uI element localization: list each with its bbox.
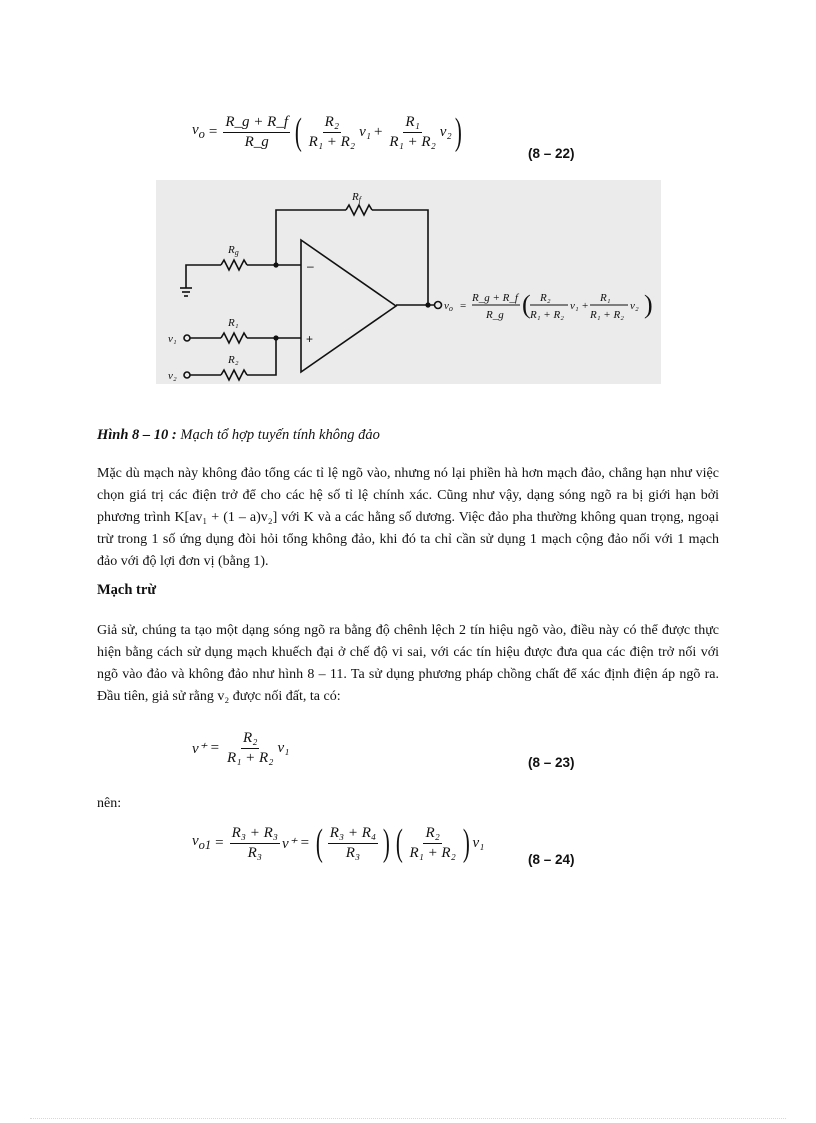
equation-number: (8 – 24) <box>528 852 575 867</box>
svg-text:(: ( <box>522 290 531 319</box>
equation-number: (8 – 22) <box>528 146 575 161</box>
eq-gain-fraction: $\frac{R\_g + R\_f}{R\_g}$ <box>225 113 289 150</box>
equation-8-23: v⁺ = $\frac{\text{R₂}}{\text{R₁ + R₂}}$ v₁ <box>192 729 290 766</box>
eq-term2-fraction: $\frac{\text{R₁}}{\text{R₁ + R₂}}$ <box>389 113 436 150</box>
v2-label: v₂ <box>168 370 177 382</box>
equation-8-24: $v_{o1}$ = $\frac{\text{R₃ + R₃}}{\text{R₃}}$ v⁺ = ( $\frac{\text{R₃ + R₄}}{\text{R₃}}$ ) ( $\frac{\text{R₂}}{\text{R₁ + R₂}}$ ) v₁ <box>192 822 485 864</box>
svg-text:): ) <box>644 290 653 319</box>
opamp-triangle <box>301 240 396 372</box>
rg-label: Rg <box>228 244 239 257</box>
equation-8-22: $v_o$ = $\frac{R\_g + R\_f}{R\_g}$ ( $\frac{\text{R₂}}{\text{R₁ + R₂}}$ v₁ + $\frac{\text{R₁}}{\text{R₁ + R₂}}$ v₂ ) <box>192 111 462 153</box>
connector-text: nên: <box>97 796 122 811</box>
out-t1-den: R₁ + R₂ <box>530 309 565 321</box>
equation-number: (8 – 23) <box>528 755 575 770</box>
page-bottom-divider <box>30 1118 786 1119</box>
svg-text:=: = <box>460 300 467 312</box>
out-t2-den: R₁ + R₂ <box>590 309 625 321</box>
out-gain-num: R_g + R_f <box>472 292 518 304</box>
out-t2-var: v₂ <box>630 300 639 312</box>
circuit-figure <box>156 180 661 384</box>
r1-label: R₁ <box>228 317 239 329</box>
eq-term1-fraction: $\frac{\text{R₂}}{\text{R₁ + R₂}}$ <box>308 113 356 150</box>
v1-label: v₁ <box>168 333 177 345</box>
paragraph-subtractor: Giả sử, chúng ta tạo một dạng sóng ngõ ra bằng độ chênh lệch 2 tín hiệu ngõ vào, điều này có thể được thực hiện bằng cách sử dụng mạch khuếch đại ở chế độ vi sai, với các tín hiệu được đưa qua các điện trở nối với ngõ vào đảo và không đảo như hình 8 – 11. Ta sử dụng phương pháp chồng chất để xác định điện áp ngõ ra. Đầu tiên, giả sử rằng v₂ được nối đất, ta có: <box>97 623 719 704</box>
svg-text:+: + <box>582 300 589 312</box>
eq-8-23-fraction: $\frac{\text{R₂}}{\text{R₁ + R₂}}$ <box>227 729 274 766</box>
out-t1-var: v₁ <box>570 300 579 312</box>
figure-caption <box>97 427 380 444</box>
out-t2-num: R₁ <box>600 292 611 304</box>
eq-8-24-frac1: $\frac{\text{R₃ + R₃}}{\text{R₃}}$ <box>231 824 279 861</box>
noninverting-input-sign: + <box>306 332 314 346</box>
circuit-diagram <box>156 180 661 384</box>
rf-label: Rf <box>352 191 361 204</box>
inverting-input-sign: – <box>307 259 314 273</box>
rf-resistor <box>346 205 372 215</box>
out-t1-num: R₂ <box>540 292 551 304</box>
eq-8-24-lhs: $v_{o1}$ <box>192 833 212 852</box>
paragraph-noninverting-summer: Mặc dù mạch này không đảo tổng các tỉ lệ ngõ vào, nhưng nó lại phiền hà hơn mạch đảo, chẳng hạn như việc chọn giá trị các điện trở để cho các hệ số tỉ lệ chính xác. Cũng như vậy, dạng sóng ngõ ra bị giới hạn bởi phương trình K[av₁ + (1 – a)v₂] với K và a các hằng số dương. Việc đảo pha thường không quan trọng, ngoại trừ trong 1 số ứng dụng đòi hỏi tổng không đảo, khi đó ta chỉ cần sử dụng 1 mạch cộng đảo nối với 1 mạch đảo với độ lợi đơn vị (bằng 1). <box>97 466 719 569</box>
output-label: vo <box>444 300 453 313</box>
out-gain-den: R_g <box>486 309 504 321</box>
caption-text: Mạch tổ hợp tuyến tính không đảo <box>176 427 380 443</box>
rg-resistor <box>221 260 247 270</box>
eq-8-24-frac3: $\frac{\text{R₂}}{\text{R₁ + R₂}}$ <box>409 824 456 861</box>
caption-label: Hình 8 – 10 : <box>97 427 177 443</box>
eq-lhs: $v_o$ <box>192 122 205 141</box>
eq-8-24-frac2: $\frac{\text{R₃ + R₄}}{\text{R₃}}$ <box>329 824 377 861</box>
r2-label: R₂ <box>228 354 239 366</box>
section-heading-subtractor: Mạch trừ <box>97 582 157 598</box>
r2-resistor <box>221 370 247 380</box>
r1-resistor <box>221 333 247 343</box>
